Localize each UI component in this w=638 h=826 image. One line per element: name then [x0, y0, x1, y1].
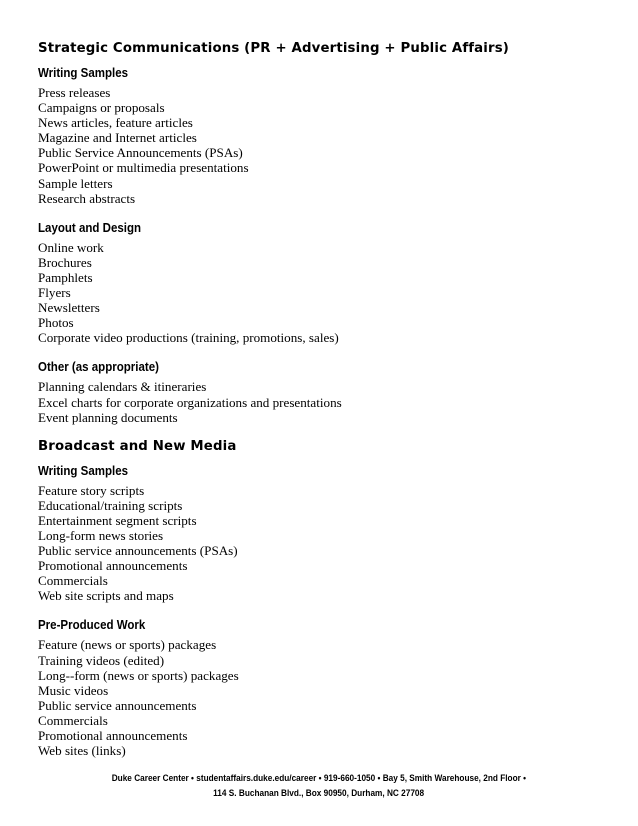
list-item: Commercials [38, 573, 108, 589]
subhead-layout-and-design: Layout and Design [38, 219, 142, 235]
list-item: Entertainment segment scripts [38, 512, 197, 528]
list-item: Web sites (links) [38, 743, 126, 759]
list-item: Flyers [38, 285, 71, 301]
list-item: Photos [38, 315, 74, 331]
list-item: PowerPoint or multimedia presentations [38, 160, 249, 176]
section-title-strategic-communications: Strategic Communications (PR + Advertising + Public Affairs) [38, 41, 510, 56]
other-list [38, 379, 608, 424]
list-item: Press releases [38, 85, 111, 100]
layout-and-design-list [38, 240, 608, 346]
list-item: Long--form (news or sports) packages [38, 667, 239, 683]
footer-contact-text: Duke Career Center • studentaffairs.duke.edu/career • 919-660-1050 • Bay 5, Smith Warehouse, 2nd Floor • [111, 773, 527, 784]
footer-contact-line [0, 772, 638, 786]
list-item: Sample letters [38, 175, 113, 191]
subhead-writing-samples: Writing Samples [38, 65, 129, 80]
list-item: Campaigns or proposals [38, 100, 165, 116]
list-item: Brochures [38, 254, 92, 270]
list-item: Educational/training scripts [38, 497, 183, 513]
list-item: Magazine and Internet articles [38, 130, 197, 146]
list-item: Public service announcements [38, 697, 197, 713]
list-item: Planning calendars & itineraries [38, 379, 207, 395]
list-item: Corporate video productions (training, promotions, sales) [38, 330, 339, 346]
list-item: Research abstracts [38, 190, 136, 206]
writing-samples-list [38, 85, 608, 206]
broadcast-writing-samples-list [38, 483, 608, 604]
list-item: Promotional announcements [38, 558, 188, 574]
list-item: Promotional announcements [38, 728, 188, 743]
list-item: Newsletters [38, 300, 100, 316]
document-body [38, 40, 608, 758]
list-item: Long-form news stories [38, 527, 164, 543]
list-item: Web site scripts and maps [38, 588, 174, 604]
list-item: Feature story scripts [38, 482, 145, 498]
list-item: Music videos [38, 682, 109, 698]
section-title-broadcast-new-media: Broadcast and New Media [38, 438, 237, 454]
footer-address-text: 114 S. Buchanan Blvd., Box 90950, Durham, NC 27708 [213, 788, 425, 799]
subhead-other: Other (as appropriate) [38, 359, 159, 375]
subhead-writing-samples: Writing Samples [38, 462, 129, 478]
subhead-pre-produced-work: Pre-Produced Work [38, 617, 146, 633]
footer-address-line [0, 787, 638, 801]
list-item: Public service announcements (PSAs) [38, 543, 238, 559]
list-item: Training videos (edited) [38, 652, 165, 668]
list-item: Feature (news or sports) packages [38, 637, 217, 653]
pre-produced-work-list [38, 637, 608, 758]
list-item: Online work [38, 239, 104, 255]
list-item: Pamphlets [38, 269, 93, 285]
list-item: Commercials [38, 712, 108, 728]
list-item: News articles, feature articles [38, 115, 193, 131]
list-item: Excel charts for corporate organizations and presentations [38, 394, 342, 410]
list-item: Event planning documents [38, 409, 178, 425]
list-item: Public Service Announcements (PSAs) [38, 145, 243, 161]
